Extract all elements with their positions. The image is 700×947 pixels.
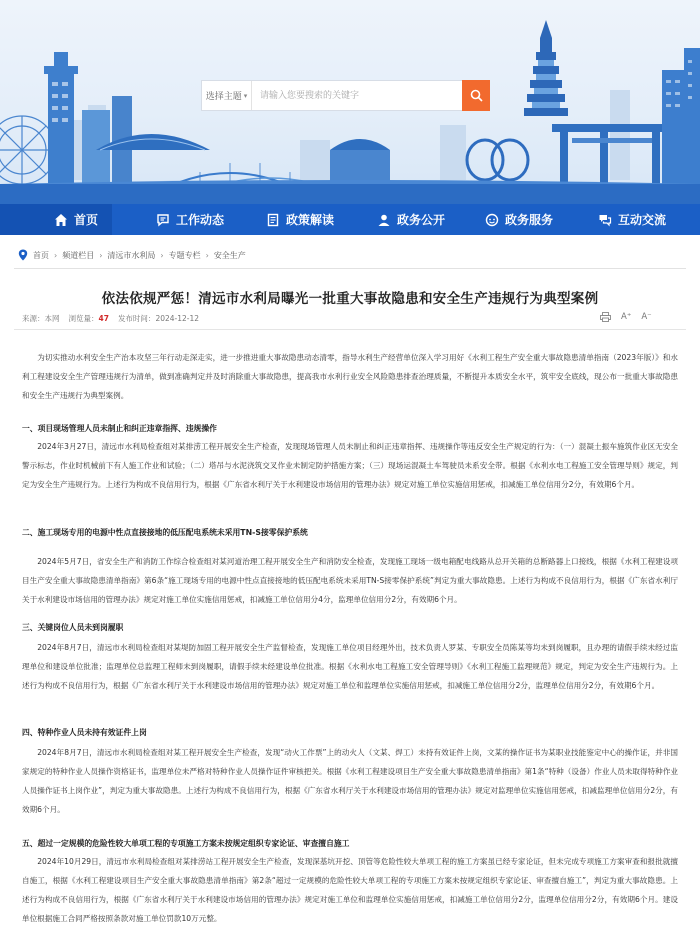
article-source: 来源：本网	[22, 314, 60, 323]
section-heading: 四、特种作业人员未持有效证件上岗	[22, 728, 147, 737]
font-larger-button[interactable]: A⁺	[621, 312, 632, 322]
breadcrumb-separator: ›	[54, 250, 58, 260]
nav-label: 首页	[74, 213, 99, 227]
section-heading: 一、项目现场管理人员未制止和纠正违章指挥、违规操作	[22, 424, 217, 433]
nav-label: 工作动态	[176, 213, 225, 227]
article-date	[118, 313, 199, 324]
article-views	[69, 313, 109, 324]
search-topic-select[interactable]	[202, 81, 252, 110]
chevron-down-icon: ▾	[243, 91, 248, 100]
breadcrumb-separator: ›	[160, 250, 164, 260]
search-button[interactable]	[462, 80, 490, 111]
font-smaller-button[interactable]: A⁻	[641, 312, 652, 322]
print-button[interactable]	[600, 312, 611, 325]
article-meta	[22, 313, 199, 324]
breadcrumb-home[interactable]: 首页	[33, 250, 49, 260]
location-pin-icon	[18, 249, 28, 261]
search-input[interactable]	[252, 81, 488, 110]
print-icon	[600, 312, 611, 322]
nav-item-gov-affairs[interactable]	[377, 204, 445, 235]
views-count: 47	[98, 314, 109, 323]
nav-item-services[interactable]	[485, 204, 553, 235]
section-heading: 三、关键岗位人员未到岗履职	[22, 623, 124, 632]
home-icon	[54, 213, 68, 227]
divider	[14, 268, 686, 269]
search-icon	[470, 89, 483, 102]
nav-label: 政务服务	[505, 213, 554, 227]
user-icon	[377, 213, 391, 227]
document-icon	[266, 213, 280, 227]
divider	[14, 329, 686, 330]
date-label: 发布时间：	[117, 314, 156, 323]
breadcrumb-bureau[interactable]: 清远市水利局	[107, 250, 156, 260]
section-paragraph: 2024年8月7日，清远市水利局检查组对某堤防加固工程开展安全生产监督检查，发现施工单位项目经理外出，技术负责人罗某、专职安全员陈某等均未到岗履职，且办理的请假手续未经过监理单位和建设单位批准；监理单位总监理工程师未到岗履职，请假手续未经建设单位批准。根据《水利水电工程施工安全管理导则》《水利工程施工监理规范》规定，判定为安全生产违规行为。上述行为构成不良信用行为，根据《广东省水利厅关于水利建设市场信用的管理办法》规定对施工单位和监理单位实施信用惩戒，扣减施工单位信用分2分，监理单位信用分2分，有效期6个月。	[22, 643, 678, 690]
breadcrumb-separator: ›	[205, 250, 209, 260]
breadcrumb	[18, 248, 246, 262]
breadcrumb-safety[interactable]: 安全生产	[213, 250, 246, 260]
nav-label: 政务公开	[397, 213, 446, 227]
nav-item-work-news[interactable]	[156, 204, 224, 235]
chat-icon	[156, 213, 170, 227]
section-paragraph: 2024年3月27日，清远市水利局检查组对某排涝工程开展安全生产检查，发现现场管理人员未制止和纠正违章指挥、违规操作等违反安全生产规定的行为：（一）混凝土振车施筑作业区无安全警示标志，作业时机械前下有人施工作业和试验；（二）塔吊与水泥浇筑交叉作业未制定防护措施方案；（三）现场运混凝土车驾驶员未系安全带。根据《水利水电工程施工安全管理导则》规定，判定为安全生产违规行为。上述行为构成不良信用行为，根据《广东省水利厅关于水利建设市场信用的管理办法》规定对施工单位实施信用惩戒，扣减施工单位信用分2分，有效期6个月。	[22, 442, 678, 489]
section-heading: 五、超过一定规模的危险性较大单项工程的专项施工方案未按规定组织专家论证、审查擅自施工	[22, 839, 350, 848]
nav-item-policy[interactable]	[266, 204, 334, 235]
article-title: 依法依规严惩！清远市水利局曝光一批重大事故隐患和安全生产违规行为典型案例	[101, 291, 599, 307]
section-paragraph: 2024年8月7日，清远市水利局检查组对某工程开展安全生产检查，发现“动火工作票”上的动火人（文某、焊工）未持有效证件上岗，文某的操作证书为某职业技能鉴定中心的操作证，并非国家规定的特种作业人员操作资格证书，监理单位未严格对特种作业人员操作证件审核把关。根据《水利工程建设项目生产安全重大事故隐患清单指南》第1条“特种（设备）作业人员未取得特种作业人员操作证书上岗作业”，判定为重大事故隐患。上述行为构成不良信用行为，根据《广东省水利厅关于水利建设市场信用的管理办法》规定对监理单位实施信用惩戒，扣减监理单位信用分2分，有效期6个月。	[22, 748, 678, 814]
breadcrumb-special-topics[interactable]: 专题专栏	[168, 250, 201, 260]
date-value: 2024-12-12	[155, 314, 200, 323]
article-tools	[600, 312, 652, 325]
nav-label: 政策解读	[286, 213, 335, 227]
service-icon	[485, 213, 499, 227]
nav-item-home[interactable]	[0, 204, 112, 235]
breadcrumb-separator: ›	[99, 250, 103, 260]
section-heading: 二、施工现场专用的电源中性点直接接地的低压配电系统未采用TN-S接零保护系统	[22, 528, 308, 537]
article-intro: 为切实推动水利安全生产治本攻坚三年行动走深走实，进一步推进重大事故隐患动态清零，指导水利生产经营单位深入学习用好《水利工程生产安全重大事故隐患清单指南（2023年版）》和水利工程建设安全生产管理违规行为清单，做到准确判定并及时消除重大事故隐患，提高我市水利行业安全风险隐患排查治理质量，不断提升本质安全水平，筑牢安全底线，现公布一批重大事故隐患和安全生产违规行为典型案例。	[22, 353, 678, 400]
main-nav	[0, 204, 700, 235]
nav-item-interaction[interactable]	[598, 204, 666, 235]
section-paragraph: 2024年10月29日，清远市水利局检查组对某排涝站工程开展安全生产检查，发现深基坑开挖、顶管等危险性较大单项工程的施工方案虽已经专家论证，但未完成专项施工方案审查和报批就擅自施工，根据《水利工程建设项目生产安全重大事故隐患清单指南》第2条“超过一定规模的危险性较大单项工程的专项施工方案未按规定组织专家论证、审查擅自施工”，判定为重大事故隐患。上述行为构成不良信用行为，根据《广东省水利厅关于水利建设市场信用的管理办法》规定对施工单位和监理单位实施信用惩戒，扣减施工单位信用分2分，监理单位信用分2分，有效期6个月。建设单位根据施工合同严格按照条款对施工单位罚款10万元整。	[22, 857, 678, 923]
search-bar	[201, 80, 489, 111]
views-label: 浏览量：	[68, 314, 99, 323]
interaction-icon	[598, 213, 612, 227]
search-topic-label: 选择主题	[205, 92, 242, 102]
section-paragraph: 2024年5月7日，省安全生产和消防工作综合检查组对某河道治理工程开展安全生产和消防安全检查，发现施工现场一级电箱配电线路从总开关箱的总断路器上口接线，根据《水利工程建设项目生产安全重大事故隐患清单指南》第6条“施工现场专用的电源中性点直接接地的低压配电系统未采用TN-S接零保护系统”判定为重大事故隐患。上述行为构成不良信用行为，根据《广东省水利厅关于水利建设市场信用的管理办法》规定对施工单位实施信用惩戒，扣减施工单位信用分4分，监理单位信用分2分，有效期6个月。	[22, 557, 678, 604]
nav-label: 互动交流	[618, 213, 667, 227]
breadcrumb-channels[interactable]: 频道栏目	[62, 250, 95, 260]
header-banner	[0, 0, 700, 204]
